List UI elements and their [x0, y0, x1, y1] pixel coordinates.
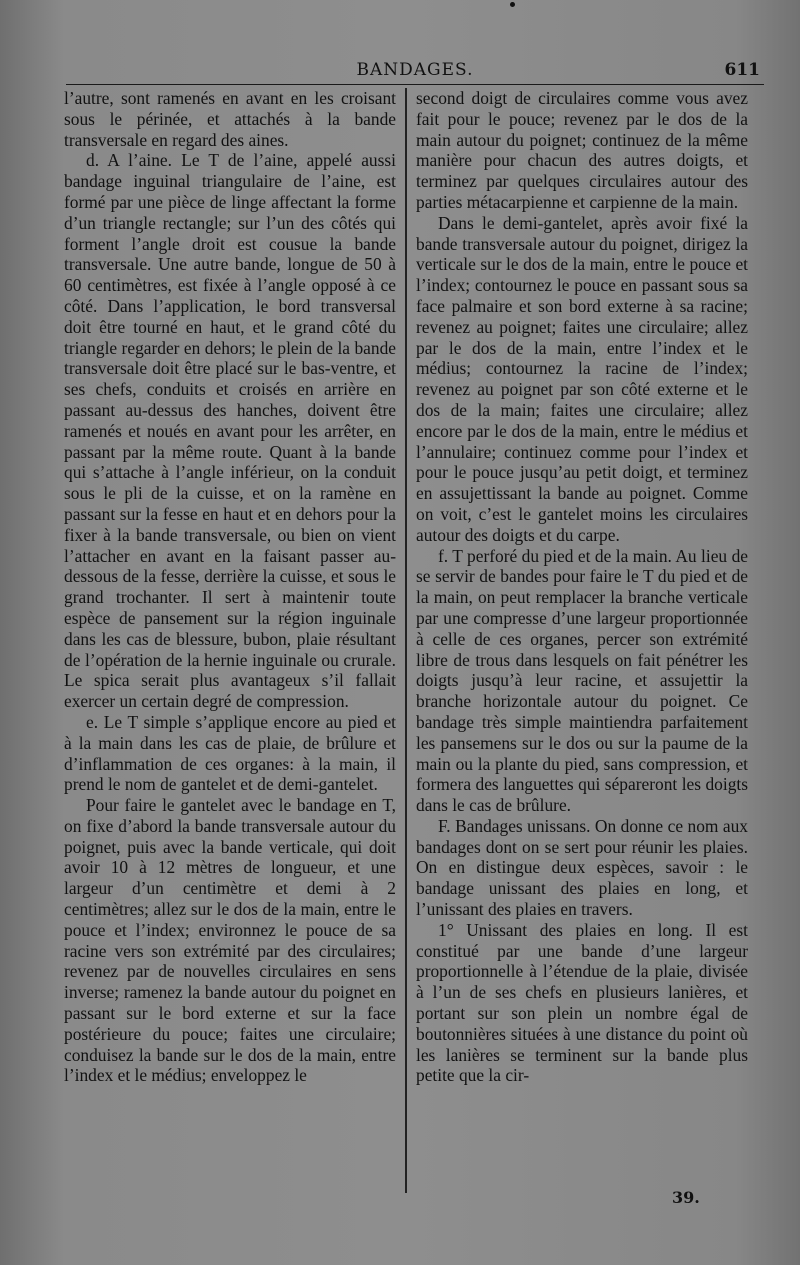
signature-mark: 39.: [672, 1188, 700, 1207]
paragraph: e. Le T simple s’applique encore au pied et à la main dans les cas de plaie, de brûlure et d’inflammation de ces organes: à la main, il prend le nom de gantelet et de demi-gantelet.: [64, 711, 396, 795]
column-divider: [405, 88, 407, 1193]
page-header: [66, 58, 764, 85]
paragraph: F. Bandages unissans. On donne ce nom aux bandages dont on se sert pour réunir les plaies. On en distingue deux espèces, savoir : le bandage unissant des plaies en long, et l’unissant des plaies en travers.: [416, 815, 748, 920]
paragraph: Dans le demi-gantelet, après avoir fixé la bande transversale autour du poignet, dirigez la verticale sur le dos de la main, entre le pouce et l’index; contournez le pouce en passant sous sa face palmaire et son bord externe à sa racine; revenez au poignet; faites une circulaire; allez par le dos de la main, entre l’index et le médius; contournez la racine de l’index; revenez au poignet par son côté externe et le dos de la main; faites une circulaire; allez encore par le dos de la main, entre le médius et l’annulaire; continuez comme pour l’index et pour le pouce jusqu’au petit doigt, et terminez en assujettissant la bande au poignet. Comme on voit, c’est le gantelet moins les circulaires autour des doigts et du carpe.: [416, 212, 748, 545]
paragraph: f. T perforé du pied et de la main. Au lieu de se servir de bandes pour faire le T du pied et de la main, on peut remplacer la branche verticale par une compresse d’une largeur proportionnée à celle de ces organes, percer son extrémité libre de trous dans lesquels on fait pénétrer les doigts jusqu’à leur racine, et assujettir la branche horizontale autour du poignet. Ce bandage très simple maintiendra parfaitement les pansemens sur le dos ou sur la paume de la main ou la plante du pied, sans compression, et formera des languettes qui sépareront les doigts dans le cas de brûlure.: [416, 545, 748, 816]
paragraph: d. A l’aine. Le T de l’aine, appelé aussi bandage inguinal triangulaire de l’aine, est formé par une pièce de linge affectant la forme d’un triangle rectangle; sur l’un des côtés qui forment l’angle droit est cousue la bande transversale. Une autre bande, longue de 50 à 60 centimètres, est fixée à l’angle opposé à ce côté. Dans l’application, le bord transversal doit être tourné en haut, et le grand côté du triangle regarder en dehors; le plein de la bande transversale doit être placé sur le bas-ventre, et ses chefs, conduits et croisés en arrière en passant au-dessus des hanches, doivent être ramenés et noués en avant pour les arrêter, en passant par la même route. Quant à la bande qui s’attache à l’angle inférieur, on la conduit sous le pli de la cuisse, et on la ramène en passant sur la fesse en haut et en dehors pour la fixer à la bande transversale, ou bien on vient l’attacher en avant en la faisant passer au-dessous de la fesse, derrière la cuisse, et sous le grand trochanter. Il sert à maintenir toute espèce de pansement sur la région inguinale dans les cas de blessure, bubon, plaie résultant de l’opération de la hernie inguinale ou crurale. Le spica serait plus avantageux s’il fallait exercer un certain degré de compression.: [64, 150, 396, 712]
left-column: [64, 88, 396, 1086]
paragraph: second doigt de circulaires comme vous avez fait pour le pouce; revenez par le dos de la main autour du poignet; continuez de la même manière pour chacun des autres doigts, et terminez par quelques circulaires autour des parties métacarpienne et carpienne de la main.: [416, 88, 748, 212]
ink-dot: [510, 2, 515, 7]
paragraph: l’autre, sont ramenés en avant en les croisant sous le périnée, et attachés à la bande transversale en regard des aines.: [64, 88, 396, 150]
paragraph: 1° Unissant des plaies en long. Il est constitué par une bande d’une largeur proportionnelle à l’étendue de la plaie, divisée à l’un de ses chefs en plusieurs lanières, et portant sur son plein un nombre égal de boutonnières situées à une distance du point où les lanières se terminent sur la bande plus petite que la cir-: [416, 919, 748, 1086]
right-column: [416, 88, 748, 1086]
page-number: 611: [724, 60, 760, 80]
running-title: BANDAGES.: [356, 60, 474, 80]
paragraph: Pour faire le gantelet avec le bandage en T, on fixe d’abord la bande transversale autour du poignet, puis avec la bande verticale, qui doit avoir 10 à 12 mètres de longueur, et une largeur d’un centimètre et demi à 2 centimètres; allez sur le dos de la main, entre le pouce et l’index; environnez le pouce de sa racine vers son extrémité par des circulaires; revenez par de nouvelles circulaires en sens inverse; ramenez la bande autour du poignet en passant sur le bord externe et sur la face postérieure du pouce; faites une circulaire; conduisez la bande sur le dos de la main, entre l’index et le médius; enveloppez le: [64, 795, 396, 1086]
